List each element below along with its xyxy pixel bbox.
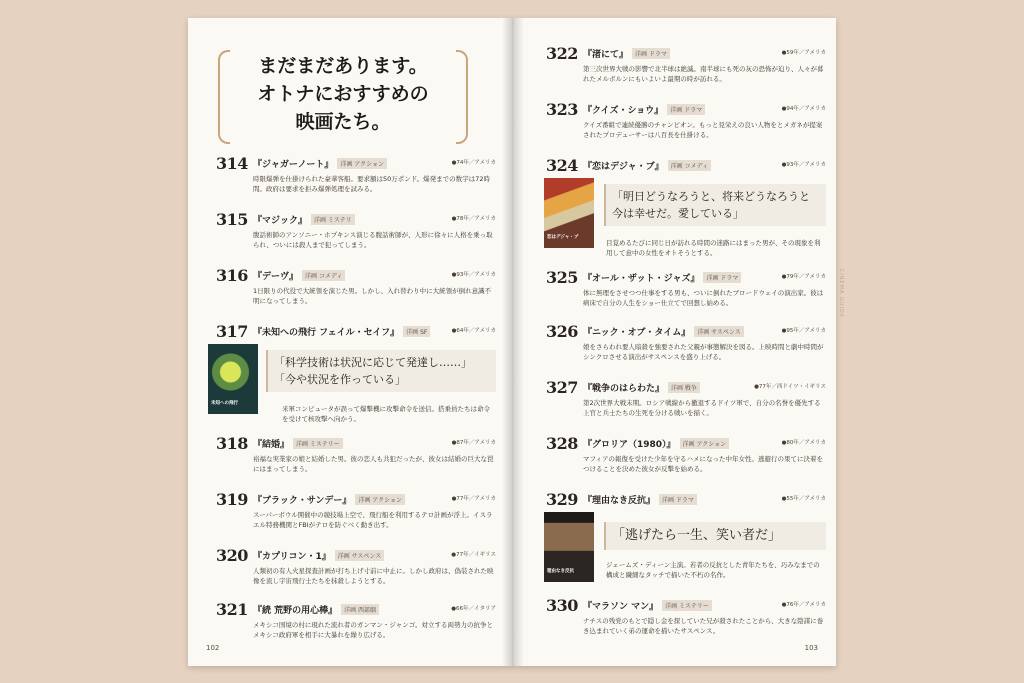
title-line-2: オトナにおすすめの	[257, 83, 429, 105]
entry-meta: ●66年／イタリア	[451, 606, 496, 612]
genre-tag: 洋画 ドラマ	[659, 494, 697, 505]
entry-meta: ●79年／アメリカ	[781, 274, 826, 280]
entry-description: 体に無理をさせつつ仕事をする男も、ついに倒れたブロードウェイの演出家。彼は病床で自分の人生をショー仕立てで回想し始める。	[583, 289, 824, 307]
entry-title: 『ジャガーノート』	[253, 160, 334, 170]
genre-tag: 洋画 ドラマ	[703, 272, 741, 283]
entry-description: 裕福な実業家の娘と結婚した男。彼の恋人も共犯だったが、彼女は結婚の巨大な罠にはまってしまう。	[253, 455, 494, 473]
page-number-right: 103	[804, 644, 818, 652]
genre-tag: 洋画 サスペンス	[694, 326, 744, 337]
entry-meta: ●93年／アメリカ	[781, 162, 826, 168]
entry-meta: ●77年／アメリカ	[451, 496, 496, 502]
entry-description: 娘をさらわれ要人暗殺を強要された父親が事態解決を図る。上映時間と劇中時間がシンクロさせる演出がサスペンスを盛り上げる。	[583, 343, 824, 361]
entry-title: 『グロリア（1980）』	[583, 440, 676, 450]
quote-box	[266, 350, 496, 392]
movie-entry-featured	[546, 492, 826, 580]
poster-caption: 未知への飛行	[211, 401, 238, 406]
entry-number: 317	[216, 322, 248, 341]
movie-entry-featured	[211, 322, 496, 424]
quote-line-1: 「逃げたら一生、笑い者だ」	[612, 528, 782, 543]
entry-title: 『デーヴ』	[253, 272, 299, 282]
entry-meta: ●59年／アメリカ	[781, 50, 826, 56]
entry-description: ナチスの残党のもとで隠し金を探していた兄が殺されたことから、大きな陰謀に巻き込まれていく弟の運命を描いたサスペンス。	[583, 617, 824, 635]
quote-box	[604, 184, 826, 226]
movie-entry	[216, 602, 496, 640]
movie-entry	[216, 212, 496, 250]
book-spread	[188, 18, 844, 666]
entry-title: 『クイズ・ショウ』	[583, 106, 664, 116]
entry-title: 『渚にて』	[583, 50, 629, 60]
genre-tag: 洋画 アクション	[337, 158, 387, 169]
movie-entry-featured	[546, 158, 826, 258]
entry-number: 314	[216, 154, 248, 173]
movie-poster	[208, 344, 258, 414]
entry-number: 318	[216, 434, 248, 453]
entry-title: 『結婚』	[253, 440, 290, 450]
page-number-left: 102	[206, 644, 220, 652]
entry-title: 『オール・ザット・ジャズ』	[583, 274, 700, 284]
entry-description: 第三次世界大戦の影響で北半球は絶滅。南半球にも死の灰の恐怖が迫り、人々が暮れたメルボルンにもいよいよ最期の時が訪れる。	[583, 65, 824, 83]
entry-title: 『続 荒野の用心棒』	[253, 606, 338, 616]
movie-entry	[216, 436, 496, 474]
genre-tag: 洋画 ドラマ	[667, 104, 705, 115]
entry-description: マフィアの報復を受けた少年を守るハメになった中年女性。逃避行の果てに決着をつけることを決めた彼女が反撃を始める。	[583, 455, 823, 473]
quote-line-2: 「今や状況を作っている」	[274, 373, 406, 386]
genre-tag: 洋画 ミステリー	[662, 600, 712, 611]
entry-title: 『マラソン マン』	[583, 602, 659, 612]
entry-title: 『カプリコン・1』	[253, 552, 331, 562]
entry-meta: ●74年／アメリカ	[451, 160, 496, 166]
entry-meta: ●87年／アメリカ	[451, 440, 496, 446]
entry-meta: ●55年／アメリカ	[781, 496, 826, 502]
entry-meta: ●80年／アメリカ	[781, 440, 826, 446]
movie-entry	[216, 548, 496, 586]
entry-meta: ●64年／アメリカ	[451, 328, 496, 334]
entry-number: 316	[216, 266, 248, 285]
quote-line-1: 「科学技術は状況に応じて発達し……」	[274, 356, 472, 369]
genre-tag: 洋画 コメディ	[302, 270, 345, 281]
right-page	[516, 18, 844, 666]
poster-caption: 理由なき反抗	[547, 569, 574, 574]
entry-number: 321	[216, 600, 248, 619]
movie-entry	[546, 380, 826, 418]
entry-description: メキシコ国境の村に現れた流れ者のガンマン・ジャンゴ。対立する両勢力の抗争とメキシコ政府軍を相手に大暴れを繰り広げる。	[253, 621, 494, 639]
movie-entry	[546, 46, 826, 84]
entry-title: 『未知への飛行 フェイル・セイフ』	[253, 328, 400, 338]
entry-number: 326	[546, 322, 578, 341]
quote-line-2: 今は幸せだ。愛している」	[612, 207, 744, 220]
movie-poster	[544, 512, 594, 582]
entry-number: 324	[546, 156, 578, 175]
movie-entry	[216, 492, 496, 530]
entry-title: 『ブラック・サンデー』	[253, 496, 352, 506]
genre-tag: 洋画 戦争	[668, 382, 700, 393]
entry-description: スーパーボウル開催中の競技場上空で、飛行船を利用するテロ計画が浮上。イスラエル特務機関とFBIがテロを防ぐべく動き出す。	[253, 511, 493, 529]
genre-tag: 洋画 アクション	[680, 438, 730, 449]
genre-tag: 洋画 ミステリ	[311, 214, 355, 225]
entry-meta: ●76年／アメリカ	[781, 602, 826, 608]
entry-meta: ●77年／イギリス	[451, 552, 496, 558]
entry-meta: ●94年／アメリカ	[781, 106, 826, 112]
entry-description: クイズ番組で連続優勝のチャンピオン。もっと見栄えの良い人物をとメガネが提案されたプロデューサーは八百長を仕掛ける。	[583, 121, 823, 139]
title-brace-left	[218, 50, 230, 144]
quote-line-1: 「明日どうなろうと、将来どうなろうと	[612, 190, 810, 203]
left-page	[188, 18, 508, 666]
genre-tag: 洋画 西部劇	[341, 604, 379, 615]
movie-entry	[216, 156, 496, 194]
entry-title: 『ニック・オブ・タイム』	[583, 328, 691, 338]
title-line-3: 映画たち。	[295, 111, 391, 133]
quote-box	[604, 522, 826, 550]
entry-title: 『恋はデジャ・ブ』	[583, 162, 664, 172]
entry-description: ジェームズ・ディーン主演。若者の反抗とした青年たちを、巧みなまでの構成と繊細なタッチで描いた不朽の名作。	[606, 561, 820, 579]
genre-tag: 洋画 ミステリー	[293, 438, 343, 449]
title-brace-right	[456, 50, 468, 144]
entry-description: 米軍コンピュータが誤って爆撃機に攻撃命令を送信。搭乗員たちは命令を受けて核攻撃へ向かう。	[282, 405, 490, 423]
movie-poster	[544, 178, 594, 248]
entry-number: 322	[546, 44, 578, 63]
movie-entry	[546, 436, 826, 474]
entry-meta: ●77年／西ドイツ・イギリス	[754, 384, 826, 390]
title-line-1: まだまだあります。	[258, 55, 428, 77]
entry-number: 327	[546, 378, 578, 397]
entry-number: 329	[546, 490, 578, 509]
entry-number: 328	[546, 434, 578, 453]
genre-tag: 洋画 ドラマ	[632, 48, 670, 59]
entry-number: 330	[546, 596, 578, 615]
entry-number: 315	[216, 210, 248, 229]
genre-tag: 洋画 サスペンス	[335, 550, 385, 561]
side-label: CINEMA GUIDE	[838, 268, 844, 318]
entry-title: 『マジック』	[253, 216, 308, 226]
entry-title: 『理由なき反抗』	[583, 496, 656, 506]
poster-caption: 恋はデジャ・ブ	[547, 235, 579, 240]
entry-description: 時限爆弾を仕掛けられた豪華客船。要求額は50万ポンド。爆発までの数字は72時間。政府は要求を拒み爆弾処理を試みる。	[253, 175, 490, 193]
entry-number: 320	[216, 546, 248, 565]
genre-tag: 洋画 コメディ	[668, 160, 711, 171]
movie-entry	[546, 324, 826, 362]
entry-number: 319	[216, 490, 248, 509]
entry-description: 1日限りの代役で大統領を演じた男。しかし、入れ替わり中に大統領が倒れ意識不明になってしまう。	[253, 287, 492, 305]
entry-number: 325	[546, 268, 578, 287]
entry-number: 323	[546, 100, 578, 119]
movie-entry	[546, 270, 826, 308]
entry-description: 目覚めるたびに同じ日が訪れる時間の迷路にはまった男が、その現象を利用して意中の女性をオトそうとする。	[606, 239, 821, 257]
movie-entry	[216, 268, 496, 306]
entry-description: 人類初の有人火星探査計画が打ち上げ寸前に中止に。しかし政府は、偽装された映像を流し宇宙飛行士たちを抹殺しようとする。	[253, 567, 494, 585]
genre-tag: 洋画 SF	[403, 326, 430, 337]
entry-description: 第2次世界大戦末期。ロシア戦線から撤退するドイツ軍で、自分の名誉を優先する上官と兵士たちの生死を分ける戦いを描く。	[583, 399, 821, 417]
feature-title	[218, 48, 468, 144]
genre-tag: 洋画 アクション	[355, 494, 405, 505]
movie-entry	[546, 598, 826, 636]
entry-title: 『戦争のはらわた』	[583, 384, 665, 394]
entry-meta: ●95年／アメリカ	[781, 328, 826, 334]
movie-entry	[546, 102, 826, 140]
entry-meta: ●93年／アメリカ	[451, 272, 496, 278]
entry-meta: ●78年／アメリカ	[451, 216, 496, 222]
entry-description: 腹話術師のアンソニー・ホプキンス演じる腹話術師が、人形に徐々に人格を乗っ取られ、ついには殺人まで犯ってしまう。	[253, 231, 493, 249]
